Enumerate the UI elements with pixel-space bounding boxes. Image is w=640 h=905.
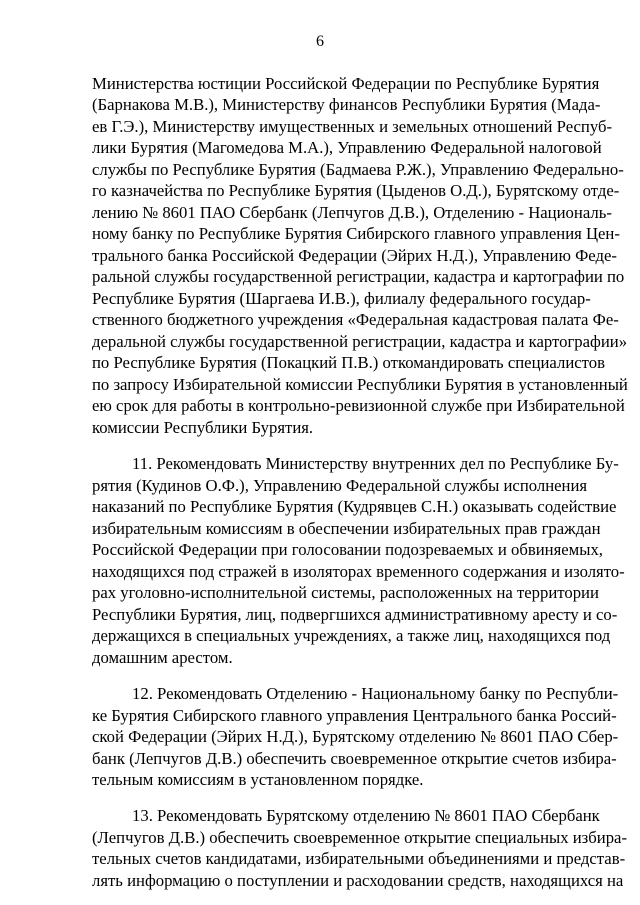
page-number: 6: [316, 33, 324, 50]
text-line: рах уголовно-исполнительной системы, расположенных на территории: [92, 583, 599, 602]
text-line: деральной службы государственной регистрации, кадастра и картографии»: [92, 332, 628, 351]
text-line: ке Бурятия Сибирского главного управления Центрального банка Россий-: [92, 706, 617, 725]
text-line: находящихся под стражей в изоляторах временного содержания и изолято-: [92, 562, 625, 581]
paragraph-13-first-line: 13. Рекомендовать Бурятскому отделению № 8601 ПАО Сбербанк: [132, 806, 600, 825]
text-line: Республике Бурятия (Шаргаева И.В.), филиалу федерального государ-: [92, 289, 591, 308]
text-line: по Республике Бурятия (Покацкий П.В.) откомандировать специалистов: [92, 353, 605, 372]
text-line: ею срок для работы в контрольно-ревизионной службе при Избирательной: [92, 396, 625, 415]
text-line: (Барнакова М.В.), Министерству финансов Республики Бурятия (Мада-: [92, 95, 601, 114]
text-line: ев Г.Э.), Министерству имущественных и земельных отношений Респуб-: [92, 117, 613, 136]
text-line: держащихся в специальных учреждениях, а также лиц, находящихся под: [92, 626, 611, 645]
text-line: (Лепчугов Д.В.) обеспечить своевременное открытие специальных избира-: [92, 828, 628, 847]
text-line: избирательным комиссиям в обеспечении избирательных прав граждан: [92, 519, 601, 538]
text-line: наказаний по Республике Бурятия (Кудрявцев С.Н.) оказывать содействие: [92, 497, 617, 516]
text-line: ской Федерации (Эйрих Н.Д.), Бурятскому отделению № 8601 ПАО Сбер-: [92, 727, 619, 746]
text-line: Российской Федерации при голосовании подозреваемых и обвиняемых,: [92, 540, 603, 559]
text-line: ральной службы государственной регистрации, кадастра и картографии по: [92, 267, 625, 286]
text-line: по запросу Избирательной комиссии Республики Бурятия в установленный: [92, 375, 628, 394]
text-line: лики Бурятия (Магомедова М.А.), Управлению Федеральной налоговой: [92, 138, 602, 157]
text-line: службы по Республике Бурятия (Бадмаева Р.Ж.), Управлению Федерально-: [92, 160, 624, 179]
text-line: Республики Бурятия, лиц, подвергшихся административному аресту и со-: [92, 605, 618, 624]
paragraph-11-first-line: 11. Рекомендовать Министерству внутренних дел по Республике Бу-: [132, 454, 619, 473]
text-line: лять информацию о поступлении и расходовании средств, находящихся на: [92, 871, 624, 890]
text-line: ному банку по Республике Бурятия Сибирского главного управления Цен-: [92, 224, 620, 243]
text-line: банк (Лепчугов Д.В.) обеспечить своевременное открытие счетов избира-: [92, 749, 617, 768]
paragraph-12-first-line: 12. Рекомендовать Отделению - Национальному банку по Республи-: [132, 684, 619, 703]
text-line: го казначейства по Республике Бурятия (Цыденов О.Д.), Бурятскому отде-: [92, 181, 620, 200]
text-line: комиссии Республики Бурятия.: [92, 418, 314, 437]
text-line: тельных счетов кандидатами, избирательными объединениями и представ-: [92, 849, 626, 868]
text-line: Министерства юстиции Российской Федерации по Республике Бурятия: [92, 74, 600, 93]
text-line: домашним арестом.: [92, 648, 233, 667]
text-line: лению № 8601 ПАО Сбербанк (Лепчугов Д.В.), Отделению - Националь-: [92, 203, 612, 222]
text-line: рятия (Кудинов О.Ф.), Управлению Федеральной службы исполнения: [92, 476, 588, 495]
text-line: тельным комиссиям в установленном порядке.: [92, 770, 424, 789]
text-line: трального банка Российской Федерации (Эйрих Н.Д.), Управлению Феде-: [92, 246, 617, 265]
text-line: ственного бюджетного учреждения «Федеральная кадастровая палата Фе-: [92, 310, 619, 329]
